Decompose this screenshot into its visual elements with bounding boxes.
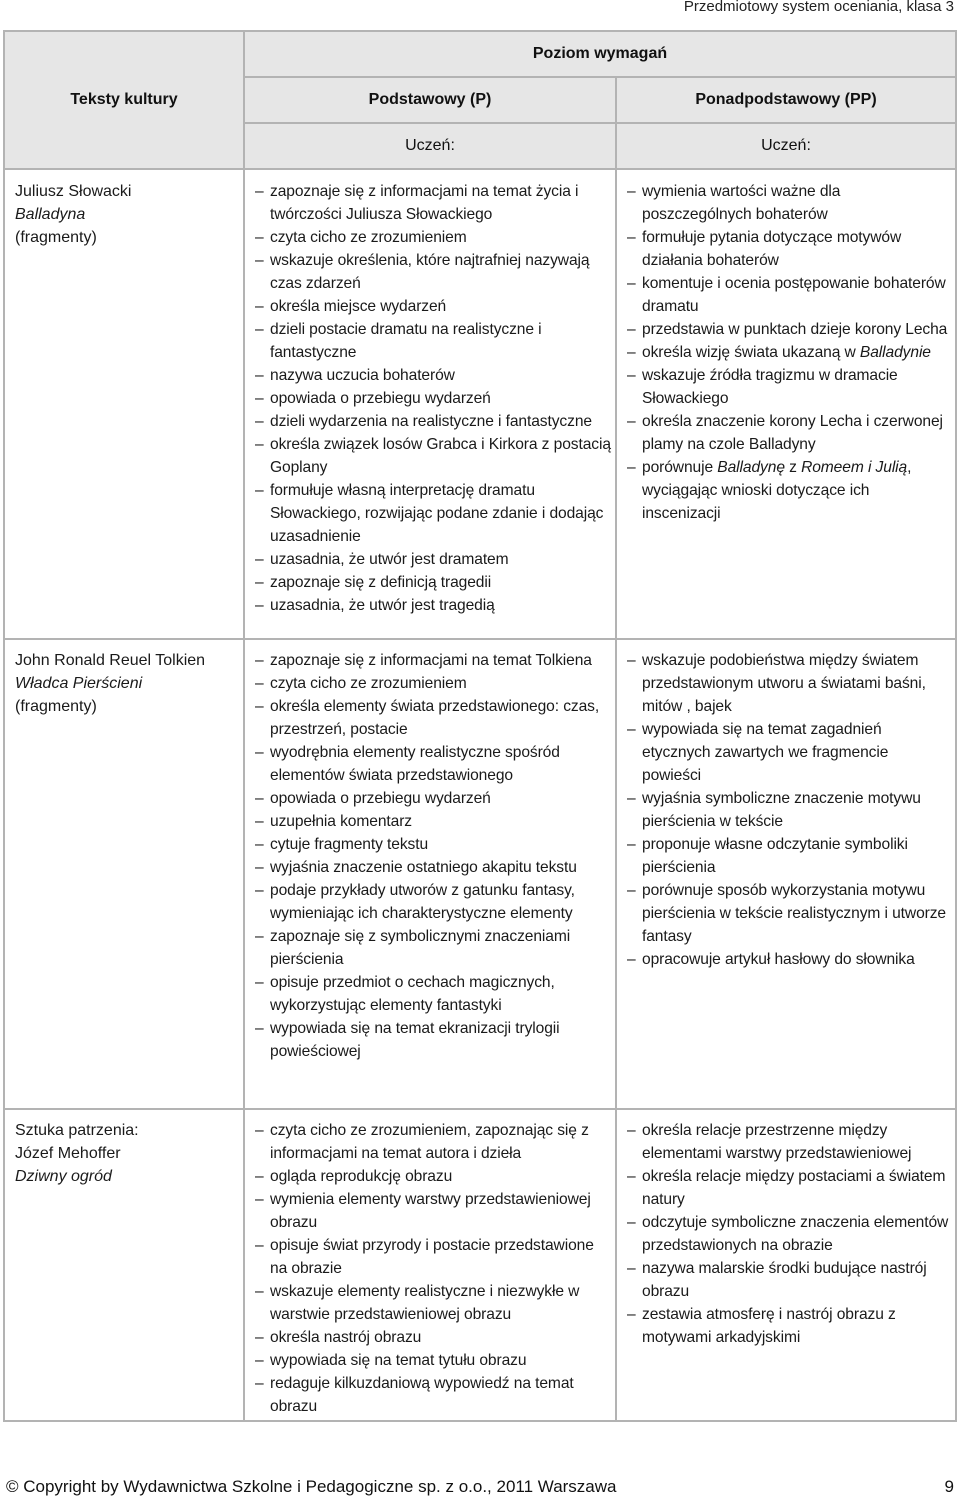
author: John Ronald Reuel Tolkien bbox=[15, 652, 206, 669]
list-item: – wymienia wartości ważne dla poszczególnych bohaterów bbox=[627, 180, 951, 226]
list-item: – dzieli postacie dramatu na realistyczne i fantastyczne bbox=[255, 318, 611, 364]
list-item: – uzasadnia, że utwór jest tragedią bbox=[255, 594, 611, 617]
header-advanced: Ponadpodstawowy (PP) bbox=[616, 77, 956, 123]
list-item: – zestawia atmosferę i nastrój obrazu z motywami arkadyjskimi bbox=[627, 1303, 951, 1349]
advanced-requirements-list bbox=[617, 1119, 955, 1349]
list-item: – uzupełnia komentarz bbox=[255, 810, 611, 833]
list-item bbox=[627, 341, 951, 364]
list-item: – określa miejsce wydarzeń bbox=[255, 295, 611, 318]
table-row bbox=[4, 1109, 956, 1421]
list-item: – porównuje sposób wykorzystania motywu pierścienia w tekście realistycznym i utworze fantasy bbox=[627, 879, 951, 948]
italic-title: Balladynę bbox=[717, 459, 785, 476]
list-item: – określa znaczenie korony Lecha i czerwonej plamy na czole Balladyny bbox=[627, 410, 951, 456]
list-item: – podaje przykłady utworów z gatunku fantasy, wymieniając ich charakterystyczne elementy bbox=[255, 879, 611, 925]
basic-cell bbox=[244, 169, 616, 639]
list-item: – wypowiada się na temat ekranizacji trylogii powieściowej bbox=[255, 1017, 611, 1063]
author: Juliusz Słowacki bbox=[15, 183, 132, 200]
basic-requirements-list bbox=[245, 649, 615, 1063]
list-item: – opowiada o przebiegu wydarzeń bbox=[255, 387, 611, 410]
advanced-cell bbox=[616, 169, 956, 639]
list-item: – wymienia elementy warstwy przedstawieniowej obrazu bbox=[255, 1188, 611, 1234]
list-item: – określa relacje między postaciami a światem natury bbox=[627, 1165, 951, 1211]
list-item: – cytuje fragmenty tekstu bbox=[255, 833, 611, 856]
list-item: – czyta cicho ze zrozumieniem bbox=[255, 226, 611, 249]
list-item: – zapoznaje się z informacjami na temat życia i twórczości Juliusza Słowackiego bbox=[255, 180, 611, 226]
list-item: – ogląda reprodukcję obrazu bbox=[255, 1165, 611, 1188]
item-text: określa wizję świata ukazaną w bbox=[642, 344, 860, 361]
list-item: – redaguje kilkuzdaniową wypowiedź na temat obrazu bbox=[255, 1372, 611, 1418]
list-item: – wskazuje podobieństwa między światem przedstawionym utworu a światami baśni, mitów , bajek bbox=[627, 649, 951, 718]
list-item: – nazywa uczucia bohaterów bbox=[255, 364, 611, 387]
basic-requirements-list bbox=[245, 1119, 615, 1418]
list-item: – zapoznaje się z symbolicznymi znaczeniami pierścienia bbox=[255, 925, 611, 971]
work-title: Władca Pierścieni bbox=[15, 675, 143, 693]
section-label: Sztuka patrzenia: bbox=[15, 1122, 139, 1139]
list-item: – uzasadnia, że utwór jest dramatem bbox=[255, 548, 611, 571]
list-item: – czyta cicho ze zrozumieniem bbox=[255, 672, 611, 695]
list-item: – wyjaśnia znaczenie ostatniego akapitu tekstu bbox=[255, 856, 611, 879]
list-item: – odczytuje symboliczne znaczenia elementów przedstawionych na obrazie bbox=[627, 1211, 951, 1257]
item-text: , wyciągając wnioski dotyczące ich inscenizacji bbox=[642, 459, 912, 522]
copyright-notice: © Copyright by Wydawnictwa Szkolne i Pedagogiczne sp. z o.o., 2011 Warszawa bbox=[6, 1477, 617, 1496]
list-item: – wypowiada się na temat tytułu obrazu bbox=[255, 1349, 611, 1372]
advanced-requirements-list bbox=[617, 649, 955, 971]
page-footer bbox=[6, 1477, 954, 1497]
basic-cell bbox=[244, 639, 616, 1109]
list-item: – określa elementy świata przedstawionego: czas, przestrzeń, postacie bbox=[255, 695, 611, 741]
table-row bbox=[4, 639, 956, 1109]
header-basic: Podstawowy (P) bbox=[244, 77, 616, 123]
header-level-title: Poziom wymagań bbox=[244, 31, 956, 77]
list-item: – proponuje własne odczytanie symboliki pierścienia bbox=[627, 833, 951, 879]
list-item: – opowiada o przebiegu wydarzeń bbox=[255, 787, 611, 810]
basic-cell bbox=[244, 1109, 616, 1421]
list-item: – określa związek losów Grabca i Kirkora z postacią Goplany bbox=[255, 433, 611, 479]
texts-cell bbox=[4, 639, 244, 1109]
list-item: – zapoznaje się z informacjami na temat Tolkiena bbox=[255, 649, 611, 672]
list-item: – wskazuje źródła tragizmu w dramacie Słowackiego bbox=[627, 364, 951, 410]
work-note: (fragmenty) bbox=[15, 698, 97, 716]
list-item: – wskazuje elementy realistyczne i niezwykłe w warstwie przedstawieniowej obrazu bbox=[255, 1280, 611, 1326]
header-student-advanced: Uczeń: bbox=[616, 123, 956, 169]
list-item: – dzieli wydarzenia na realistyczne i fantastyczne bbox=[255, 410, 611, 433]
list-item: – zapoznaje się z definicją tragedii bbox=[255, 571, 611, 594]
work-title: Balladyna bbox=[15, 206, 86, 224]
list-item: – wypowiada się na temat zagadnień etycznych zawartych we fragmencie powieści bbox=[627, 718, 951, 787]
list-item: – określa relacje przestrzenne między elementami warstwy przedstawieniowej bbox=[627, 1119, 951, 1165]
list-item: – wyjaśnia symboliczne znaczenie motywu pierścienia w tekście bbox=[627, 787, 951, 833]
header-student-basic: Uczeń: bbox=[244, 123, 616, 169]
requirements-table bbox=[3, 30, 957, 1422]
basic-requirements-list bbox=[245, 180, 615, 617]
item-text: porównuje bbox=[642, 459, 718, 476]
work-note: (fragmenty) bbox=[15, 229, 97, 247]
work-title: Dziwny ogród bbox=[15, 1168, 112, 1186]
list-item: – komentuje i ocenia postępowanie bohaterów dramatu bbox=[627, 272, 951, 318]
header-texts-of-culture: Teksty kultury bbox=[4, 31, 244, 169]
list-item: – formułuje pytania dotyczące motywów działania bohaterów bbox=[627, 226, 951, 272]
texts-cell bbox=[4, 169, 244, 639]
page-number: 9 bbox=[944, 1477, 954, 1496]
texts-cell bbox=[4, 1109, 244, 1421]
advanced-cell bbox=[616, 1109, 956, 1421]
list-item: – formułuje własną interpretację dramatu Słowackiego, rozwijając podane zdanie i dodając uzasadnienie bbox=[255, 479, 611, 548]
list-item bbox=[627, 456, 951, 525]
list-item: – nazywa malarskie środki budujące nastrój obrazu bbox=[627, 1257, 951, 1303]
advanced-cell bbox=[616, 639, 956, 1109]
author: Józef Mehoffer bbox=[15, 1145, 121, 1163]
table-row bbox=[4, 169, 956, 639]
list-item: – czyta cicho ze zrozumieniem, zapoznając się z informacjami na temat autora i dzieła bbox=[255, 1119, 611, 1165]
list-item: – opisuje świat przyrody i postacie przedstawione na obrazie bbox=[255, 1234, 611, 1280]
list-item: – wskazuje określenia, które najtrafniej nazywają czas zdarzeń bbox=[255, 249, 611, 295]
item-text: z bbox=[784, 459, 802, 476]
list-item: – wyodrębnia elementy realistyczne spośród elementów świata przedstawionego bbox=[255, 741, 611, 787]
italic-title: Balladynie bbox=[859, 344, 931, 361]
list-item: – opracowuje artykuł hasłowy do słownika bbox=[627, 948, 951, 971]
list-item: – opisuje przedmiot o cechach magicznych, wykorzystując elementy fantastyki bbox=[255, 971, 611, 1017]
advanced-requirements-list bbox=[617, 180, 955, 525]
running-header: Przedmiotowy system oceniania, klasa 3 bbox=[683, 0, 954, 15]
list-item: – przedstawia w punktach dzieje korony Lecha bbox=[627, 318, 951, 341]
list-item: – określa nastrój obrazu bbox=[255, 1326, 611, 1349]
italic-title: Romeem i Julią bbox=[801, 459, 908, 476]
